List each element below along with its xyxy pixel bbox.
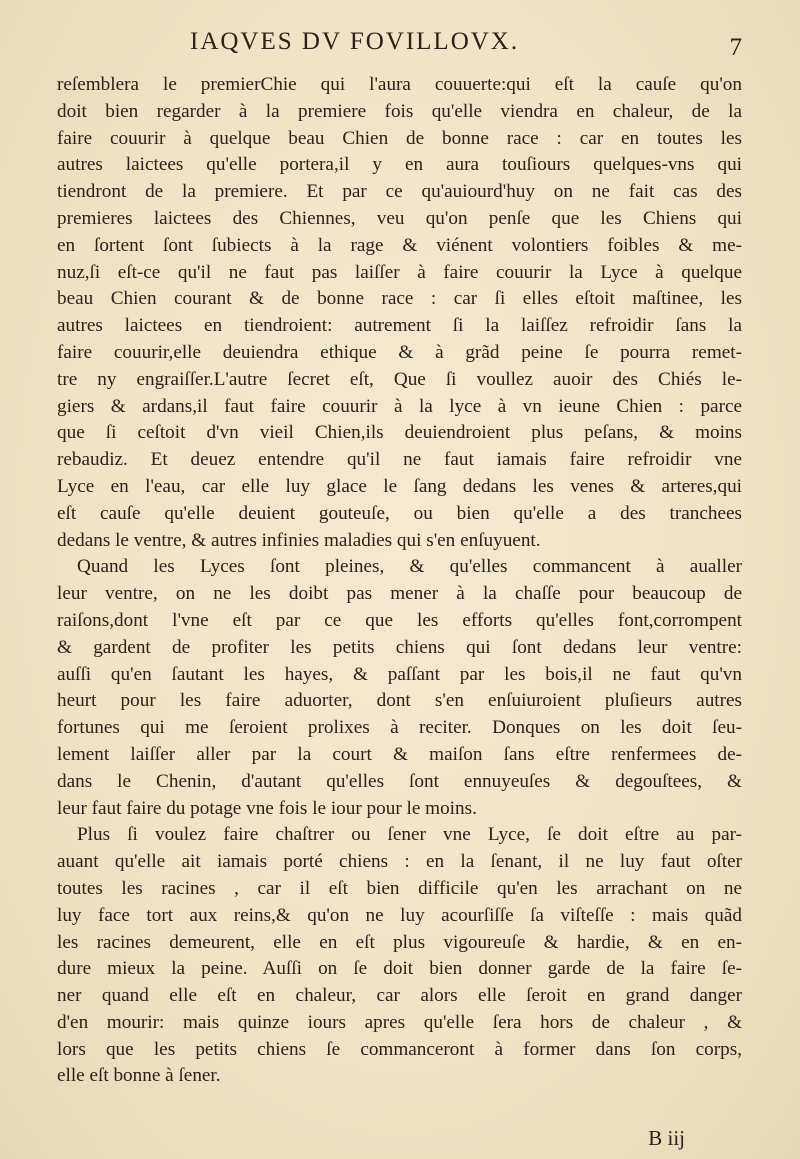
text-line: premieres laictees des Chiennes, veu qu'on penſe que les Chiens qui xyxy=(57,207,742,229)
text-line: leur faut faire du potage vne fois le iour pour le moins. xyxy=(57,797,477,819)
text-line: leur ventre, on ne les doibt pas mener à la chaſſe pour beaucoup de xyxy=(57,583,742,605)
text-line: Quand les Lyces ſont pleines, & qu'elles commancent à aualler xyxy=(77,556,742,578)
text-line: faire couurir,elle deuiendra ethique & à grãd peine ſe pourra remet- xyxy=(57,341,742,363)
text-line: Lyce en l'eau, car elle luy glace le ſang dedans les venes & arteres,qui xyxy=(57,475,742,497)
body-text xyxy=(57,72,742,1090)
text-line: d'en mourir: mais quinze iours apres qu'elle ſera hors de chaleur , & xyxy=(57,1011,742,1033)
text-line: dans le Chenin, d'autant qu'elles ſont ennuyeuſes & degouſtees, & xyxy=(57,770,742,792)
text-line: nuz,ſi eſt-ce qu'il ne faut pas laiſſer à faire couurir la Lyce à quelque xyxy=(57,261,742,283)
text-line: lement laiſſer aller par la court & maiſon ſans eſtre renfermees de- xyxy=(57,743,742,765)
signature-mark: B iij xyxy=(648,1126,685,1150)
text-line: lors que les petits chiens ſe commanceront à former dans ſon corps, xyxy=(57,1038,742,1060)
text-line: les racines demeurent, elle en eſt plus vigoureuſe & hardie, & en en- xyxy=(57,931,742,953)
text-line: tiendront de la premiere. Et par ce qu'auiourd'huy on ne fait cas des xyxy=(57,181,742,203)
text-line: dedans le ventre, & autres infinies maladies qui s'en enſuyuent. xyxy=(57,529,541,551)
text-line: toutes les racines , car il eſt bien difficile qu'en les arrachant on ne xyxy=(57,877,742,899)
text-line: Plus ſi voulez faire chaſtrer ou ſener vne Lyce, ſe doit eſtre au par- xyxy=(77,824,742,846)
page-number: 7 xyxy=(729,34,742,61)
text-line: & gardent de profiter les petits chiens qui ſont dedans leur ventre: xyxy=(57,636,742,658)
text-line: doit bien regarder à la premiere fois qu'elle viendra en chaleur, de la xyxy=(57,100,742,122)
text-line: faire couurir à quelque beau Chien de bonne race : car en toutes les xyxy=(57,127,742,149)
text-line: reſemblera le premierChie qui l'aura couuerte:qui eſt la cauſe qu'on xyxy=(57,74,742,95)
text-line: luy face tort aux reins,& qu'on ne luy acourſiſſe ſa viſteſſe : mais quãd xyxy=(57,904,742,926)
text-line: auſſi qu'en ſautant les hayes, & paſſant par les bois,il ne faut qu'vn xyxy=(57,663,742,685)
running-head: IAQVES DV FOVILLOVX. xyxy=(190,28,520,55)
text-line: rebaudiz. Et deuez entendre qu'il ne faut iamais faire refroidir vne xyxy=(57,449,742,471)
text-line: tre ny engraiſſer.L'autre ſecret eſt, Que ſi voullez auoir des Chiés le- xyxy=(57,368,742,390)
text-line: autres laictees en tiendroient: autrement ſi la laiſſez refroidir ſans la xyxy=(57,315,742,337)
text-line: en ſortent ſont ſubiects à la rage & viénent volontiers foibles & me- xyxy=(57,234,742,256)
text-line: eſt cauſe qu'elle deuient gouteuſe, ou bien qu'elle a des tranchees xyxy=(57,502,742,524)
text-line: raiſons,dont l'vne eſt par ce que les efforts qu'elles font,corrompent xyxy=(57,609,742,631)
text-line: elle eſt bonne à ſener. xyxy=(57,1065,221,1087)
text-line: auant qu'elle ait iamais porté chiens : en la ſenant, il ne luy faut oſter xyxy=(57,851,742,873)
text-line: ner quand elle eſt en chaleur, car alors elle ſeroit en grand danger xyxy=(57,985,742,1007)
text-line: fortunes qui me ſeroient prolixes à reciter. Donques on les doit ſeu- xyxy=(57,717,742,739)
text-line: dure mieux la peine. Auſſi on ſe doit bien donner garde de la faire ſe- xyxy=(57,958,742,980)
text-line: heurt pour les faire aduorter, dont s'en enſuiuroient pluſieurs autres xyxy=(57,690,742,712)
text-line: autres laictees qu'elle portera,il y en aura touſiours quelques-vns qui xyxy=(57,154,742,176)
text-line: beau Chien courant & de bonne race : car ſi elles eſtoit maſtinee, les xyxy=(57,288,742,310)
text-line: que ſi ceſtoit d'vn vieil Chien,ils deuiendroient plus peſans, & moins xyxy=(57,422,742,444)
text-line: giers & ardans,il faut faire couurir à la lyce à vn ieune Chien : parce xyxy=(57,395,742,417)
